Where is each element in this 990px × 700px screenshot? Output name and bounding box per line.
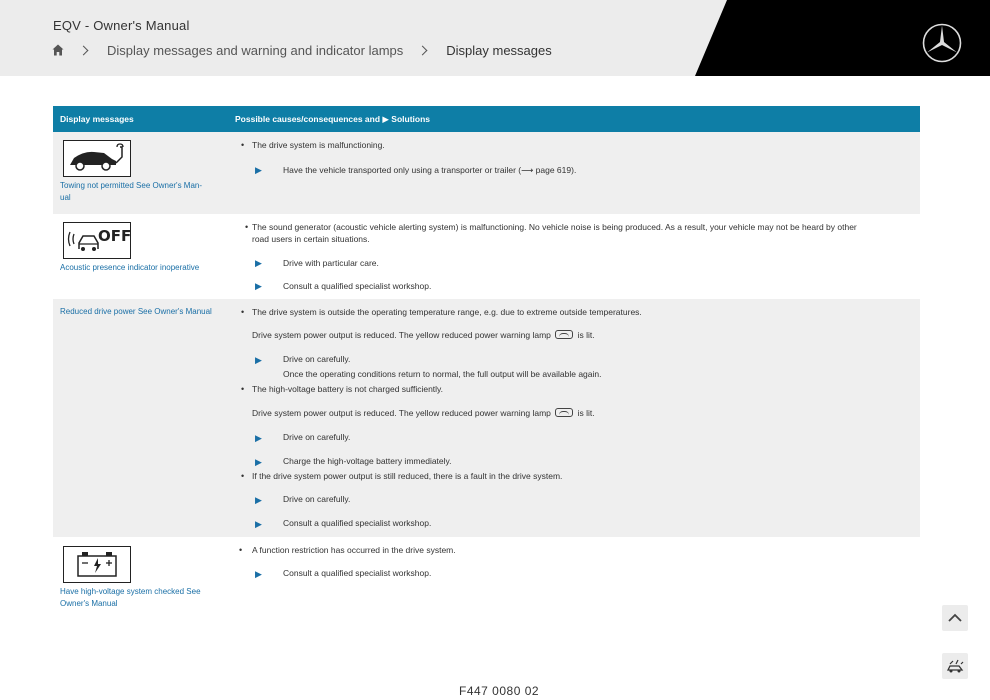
indicator-label-high-voltage[interactable] bbox=[60, 586, 220, 610]
reduced-power-lamp-icon bbox=[555, 330, 573, 339]
solution-text: Once the operating conditions return to normal, the full output will be available again. bbox=[283, 369, 602, 379]
display-messages-table bbox=[53, 106, 920, 617]
solution-arrow-icon: ▶ bbox=[255, 569, 262, 579]
cause-text: If the drive system power output is still reduced, there is a fault in the drive system. bbox=[252, 471, 563, 481]
cause-text: road users in certain situations. bbox=[252, 234, 370, 244]
info-text-part: is lit. bbox=[577, 330, 595, 340]
solution-text: Drive on carefully. bbox=[283, 494, 351, 504]
avas-off-text: OFF bbox=[98, 227, 132, 245]
cause-text: The sound generator (acoustic vehicle alerting system) is malfunctioning. No vehicle noise is being produced. As a result, your vehicle may not be heard by other bbox=[252, 222, 857, 232]
indicator-label-towing[interactable] bbox=[60, 180, 220, 204]
solution-text: Consult a qualified specialist workshop. bbox=[283, 281, 432, 291]
indicator-label-text: Have high-voltage system checked See bbox=[60, 587, 201, 596]
header-bar bbox=[0, 0, 990, 76]
breadcrumb-item-display-messages-lamps[interactable]: Display messages and warning and indicator lamps bbox=[107, 42, 404, 58]
bullet: • bbox=[245, 222, 249, 232]
solution-text: Have the vehicle transported only using a transporter or trailer (⟶ page 619). bbox=[283, 165, 577, 175]
solution-arrow-icon: ▶ bbox=[255, 165, 262, 175]
cause-text: A function restriction has occurred in the drive system. bbox=[252, 545, 456, 555]
chevron-up-icon bbox=[942, 605, 968, 631]
table-header bbox=[53, 106, 920, 132]
figure-code: F447 0080 02 bbox=[459, 684, 540, 698]
solution-text: Drive with particular care. bbox=[283, 258, 379, 268]
indicator-label-reduced-power[interactable]: Reduced drive power See Owner's Manual bbox=[60, 307, 212, 316]
bullet: • bbox=[241, 307, 245, 317]
solution-arrow-icon: ▶ bbox=[255, 433, 262, 443]
chevron-right-icon bbox=[79, 45, 89, 55]
car-feedback-icon bbox=[942, 653, 968, 679]
breadcrumb-item-display-messages: Display messages bbox=[446, 42, 552, 58]
indicator-label-text: Owner's Manual bbox=[60, 599, 118, 608]
bullet: • bbox=[241, 140, 245, 150]
avas-off-icon bbox=[63, 222, 131, 259]
table-row bbox=[53, 132, 920, 214]
table-row bbox=[53, 214, 920, 299]
solution-text: Charge the high-voltage battery immediately. bbox=[283, 456, 452, 466]
breadcrumb bbox=[52, 41, 552, 59]
info-text-part: Drive system power output is reduced. The yellow reduced power warning lamp bbox=[252, 408, 551, 418]
bullet: • bbox=[241, 471, 245, 481]
indicator-label-text: ual bbox=[60, 193, 71, 202]
feedback-button[interactable] bbox=[942, 653, 968, 679]
info-text bbox=[252, 408, 595, 419]
indicator-label-text: Towing not permitted See Owner's Man- bbox=[60, 181, 203, 190]
app-title: EQV - Owner's Manual bbox=[53, 18, 190, 33]
chevron-right-icon bbox=[418, 45, 428, 55]
solution-arrow-icon: ▶ bbox=[255, 281, 262, 291]
mercedes-star-logo bbox=[922, 23, 962, 63]
bullet: • bbox=[239, 545, 243, 555]
solution-arrow-icon: ▶ bbox=[255, 355, 262, 365]
solution-arrow-icon: ▶ bbox=[255, 457, 262, 467]
reduced-power-lamp-icon bbox=[555, 408, 573, 417]
indicator-label-acoustic[interactable]: Acoustic presence indicator inoperative bbox=[60, 263, 200, 272]
info-text-part: Drive system power output is reduced. The yellow reduced power warning lamp bbox=[252, 330, 551, 340]
home-icon[interactable] bbox=[52, 44, 64, 56]
column-header-display-messages: Display messages bbox=[60, 114, 134, 124]
solution-arrow-icon: ▶ bbox=[255, 495, 262, 505]
scroll-to-top-button[interactable] bbox=[942, 605, 968, 631]
info-text bbox=[252, 330, 595, 341]
table-row bbox=[53, 299, 920, 537]
solution-text: Consult a qualified specialist workshop. bbox=[283, 568, 432, 578]
cause-text: The high-voltage battery is not charged sufficiently. bbox=[252, 384, 444, 394]
solution-text: Drive on carefully. bbox=[283, 432, 351, 442]
cause-text: The drive system is malfunctioning. bbox=[252, 140, 385, 150]
table-row bbox=[53, 537, 920, 617]
column-header-causes-solutions: Possible causes/consequences and ▶ Solutions bbox=[235, 114, 431, 124]
info-text-part: is lit. bbox=[577, 408, 595, 418]
bullet: • bbox=[241, 384, 245, 394]
solution-arrow-icon: ▶ bbox=[255, 258, 262, 268]
car-on-tow-icon bbox=[63, 140, 131, 177]
cause-text: The drive system is outside the operating temperature range, e.g. due to extreme outside temperatures. bbox=[252, 307, 642, 317]
hv-battery-icon bbox=[63, 546, 131, 583]
solution-text: Consult a qualified specialist workshop. bbox=[283, 518, 432, 528]
solution-arrow-icon: ▶ bbox=[255, 519, 262, 529]
solution-text: Drive on carefully. bbox=[283, 354, 351, 364]
